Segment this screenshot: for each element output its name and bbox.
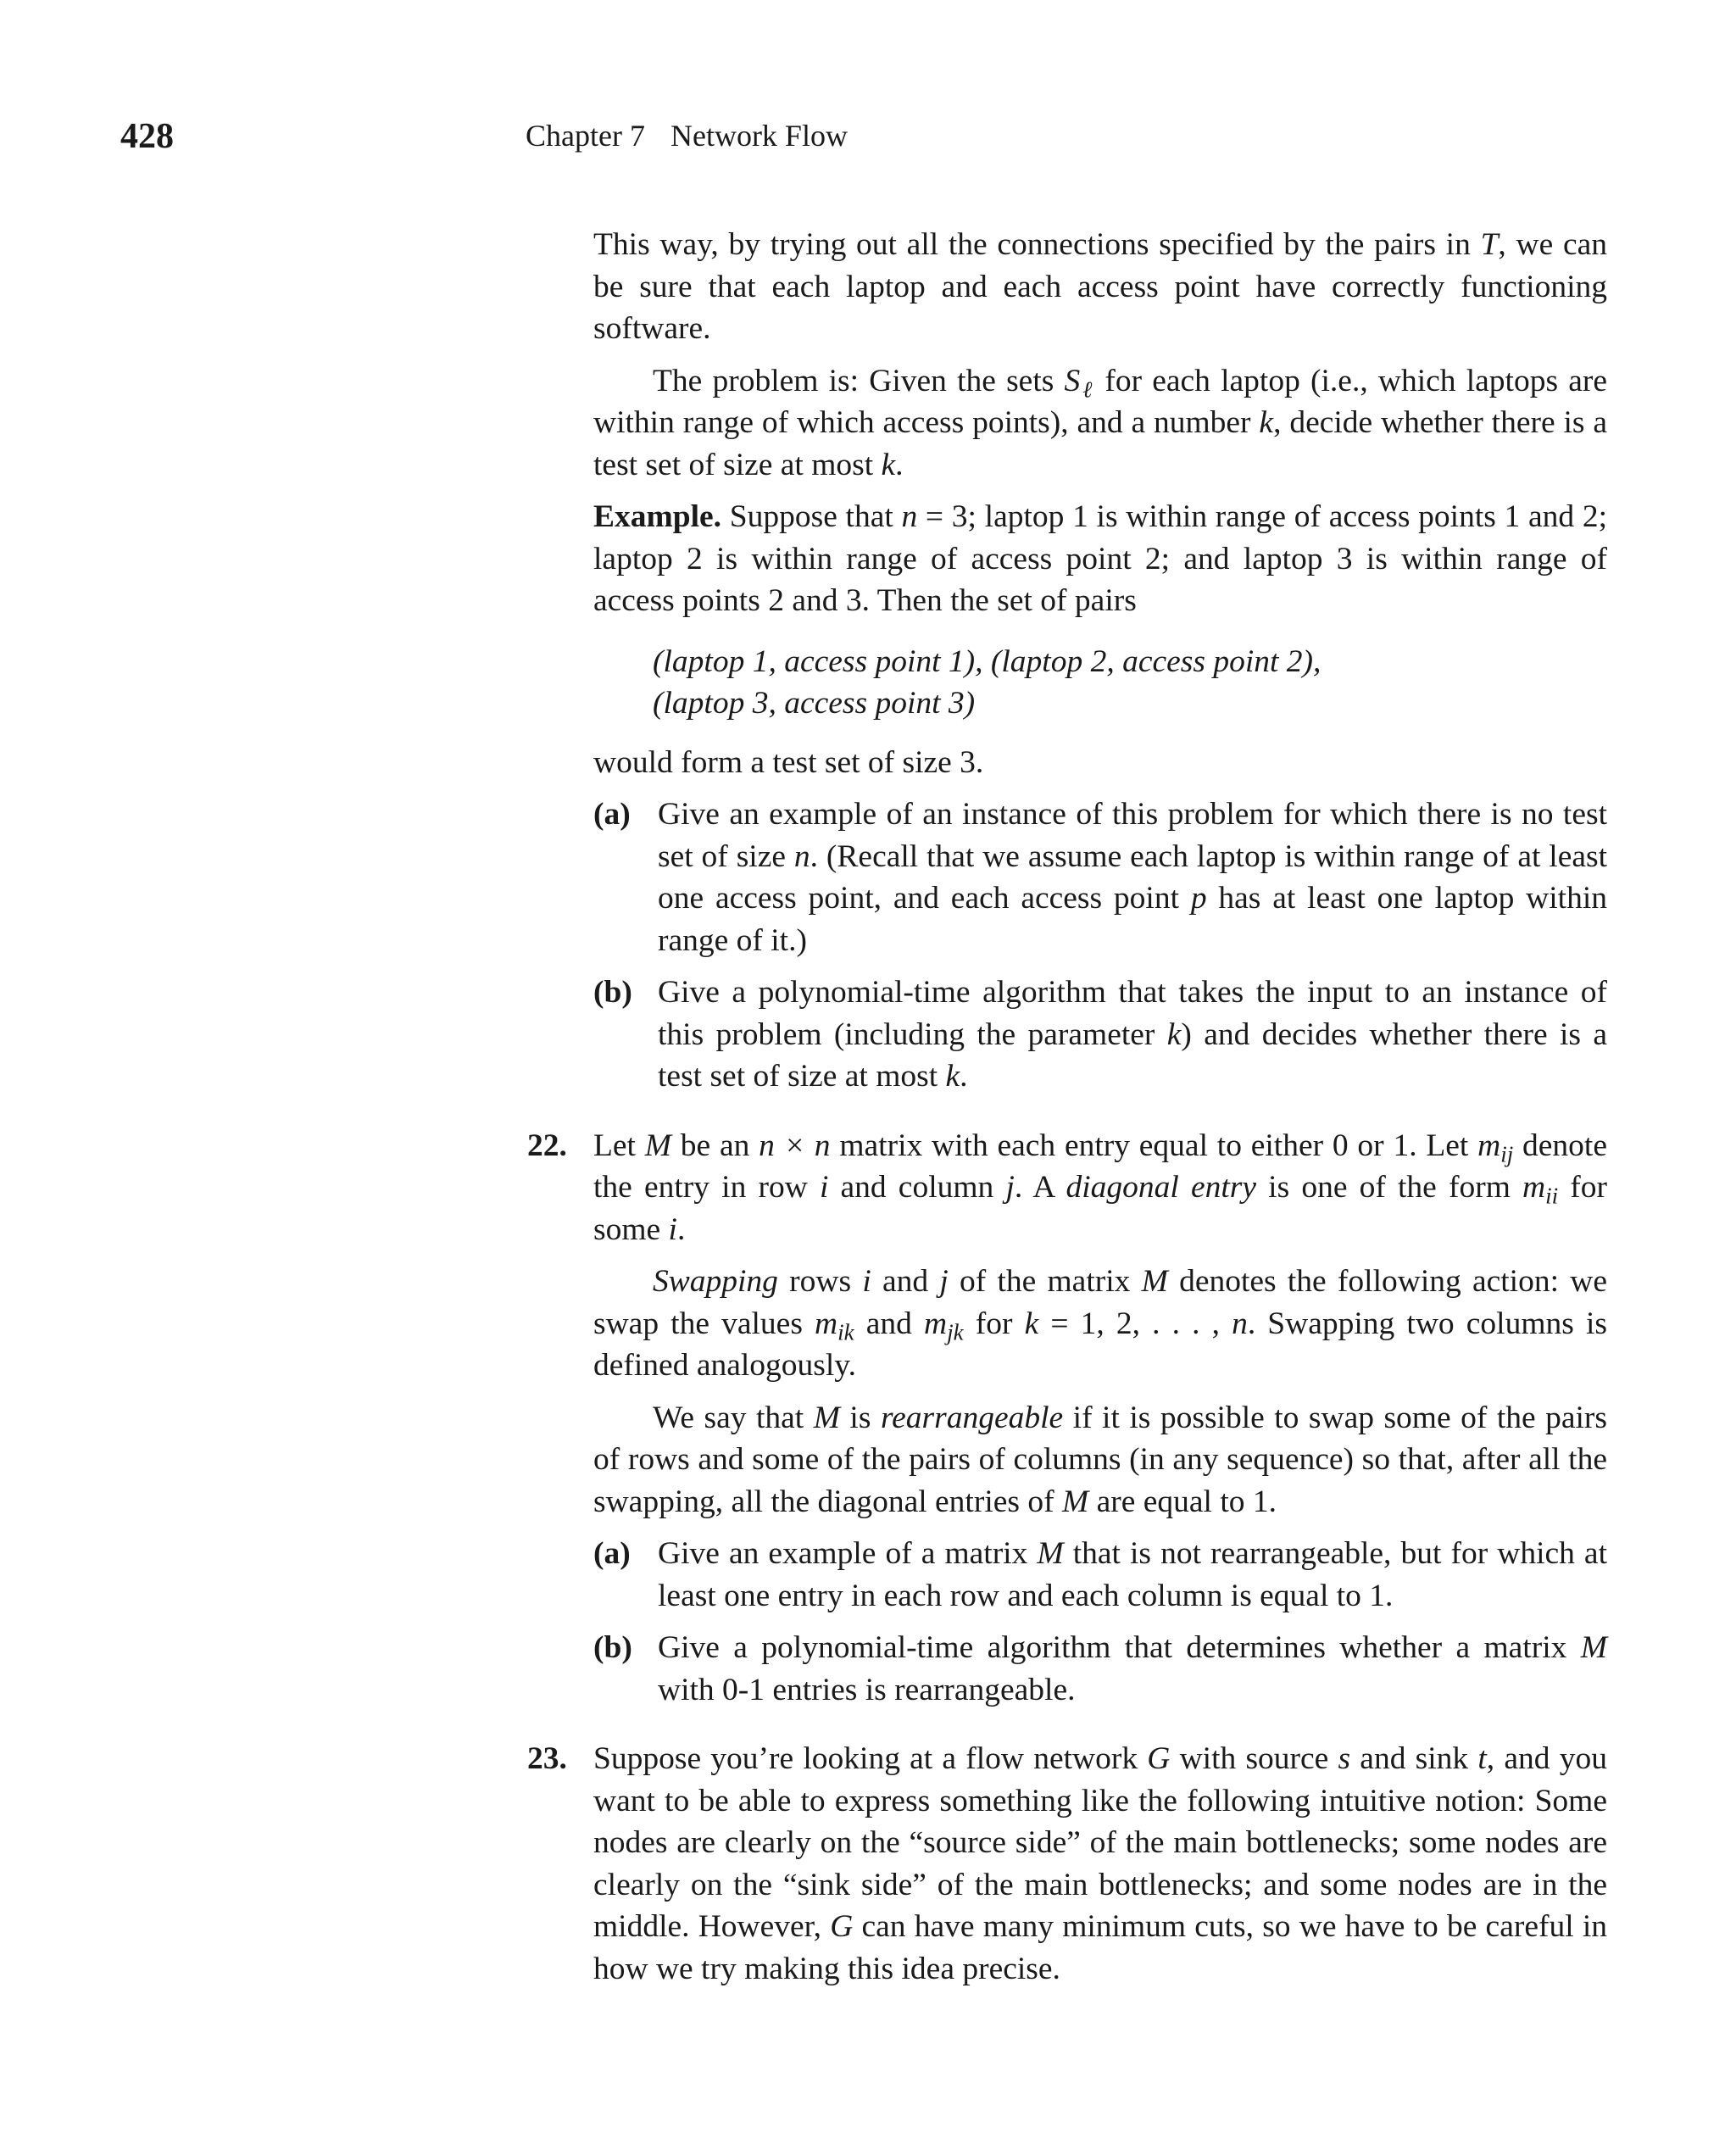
display-line: (laptop 3, access point 3) (653, 686, 976, 721)
problem-number: 22. (527, 1128, 567, 1163)
paragraph-rearrangeable: We say that M is rearrangeable if it is possible to swap some of the pairs of rows and some of the pairs of columns (in any sequence) so that, after all the swapping, all the diagonal entries of M are equal to 1. (593, 1400, 1608, 1519)
display-line: (laptop 1, access point 1), (laptop 2, access point 2), (653, 643, 1321, 679)
paragraph-test-set-intro: This way, by trying out all the connections specified by the pairs in T, we can be sure that each laptop and each access point have correctly functioning software. (593, 227, 1607, 346)
problem-23 (527, 1738, 1607, 1990)
paragraph-problem-statement: The problem is: Given the sets $S_\ell$ for each laptop (i.e., which laptops are within range of which access points), and a number k, decide whether there is a test set of size at most k. (593, 363, 1607, 482)
problem-21-part-b: (b) Give a polynomial-time algorithm that takes the input to an instance of this problem (including the parameter k) and decides whether there is a test set of size at most k. (593, 972, 1607, 1098)
problem-22-part-b: (b) Give a polynomial-time algorithm that determines whether a matrix M with 0-1 entries is rearrangeable. (593, 1627, 1607, 1711)
chapter-label: Chapter 7 (526, 119, 645, 153)
paragraph-after-display: would form a test set of size 3. (593, 744, 984, 780)
part-label: (b) (593, 975, 632, 1010)
part-label: (a) (593, 797, 631, 832)
page-number: 428 (120, 117, 174, 156)
paragraph-swapping: Swapping rows i and j of the matrix M denotes the following action: we swap the values $m_{ik}$ and $m_{jk}$ for k = 1, 2, . . . , n. Swapping two columns is defined analogously. (593, 1264, 1607, 1383)
problem-number: 23. (527, 1741, 567, 1776)
page-body (527, 224, 1608, 1990)
paragraph-example: Example. Suppose that n = 3; laptop 1 is within range of access points 1 and 2; laptop 2 is within range of access point 2; and laptop 3 is within range of access points 2 and 3. Then the set of pairs (593, 499, 1608, 618)
part-label: (a) (593, 1536, 631, 1571)
running-head (526, 117, 848, 154)
problem-22-part-a: (a) Give an example of a matrix M that is not rearrangeable, but for which at least one entry in each row and each column is equal to 1. (593, 1533, 1607, 1617)
problem-22 (527, 1125, 1608, 1712)
display-pairs (653, 641, 1607, 725)
chapter-title: Network Flow (670, 119, 848, 153)
example-label: Example. (593, 499, 722, 534)
problem-21-part-a: (a) Give an example of an instance of this problem for which there is no test set of size n. (Recall that we assume each laptop is within range of at least one access point, and each access point p has at least one laptop within range of it.) (593, 794, 1607, 961)
part-label: (b) (593, 1630, 632, 1665)
paragraph-flow-network: Suppose you’re looking at a flow network G with source s and sink t, and you want to be able to express something like the following intuitive notion: Some nodes are clearly on the “source side” of the main bottlenecks; some nodes are clearly on the “sink side” of the main bottlenecks; and some nodes are in the middle. However, G can have many minimum cuts, so we have to be careful in how we try making this idea precise. (593, 1741, 1607, 1986)
paragraph-matrix-definition: Let M be an n × n matrix with each entry equal to either 0 or 1. Let $m_{ij}$ denote the entry in row i and column j. A diagonal entry is one of the form $m_{ii}$ for some i. (593, 1128, 1607, 1247)
